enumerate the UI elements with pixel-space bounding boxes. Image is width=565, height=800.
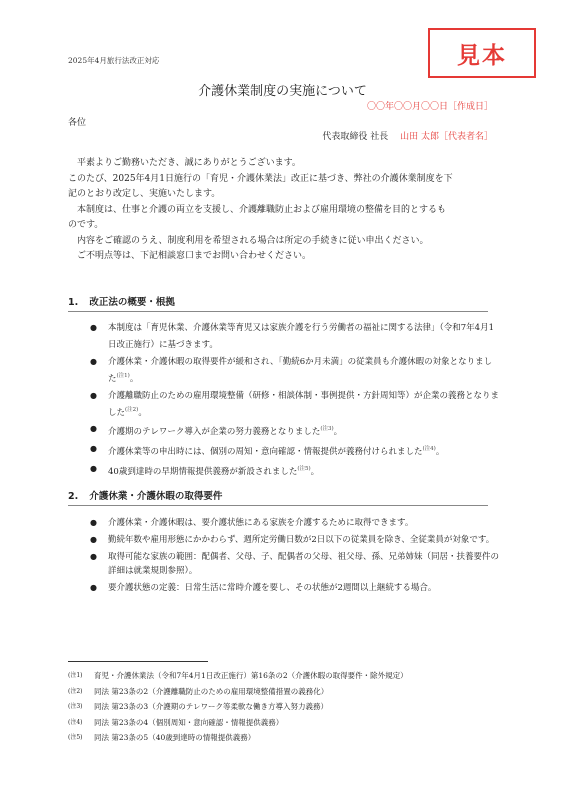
footnote-ref: (注5): [297, 466, 311, 473]
bullet-icon: ●: [90, 323, 97, 332]
section-2-number: 2.: [68, 491, 79, 502]
section-1-divider: [68, 311, 488, 312]
intro-line: のです。: [68, 220, 104, 230]
footnote-mark: (注1): [68, 672, 83, 679]
intro-line: 内容をご確認のうえ、制度利用を希望される場合は所定の手続きに従い申出ください。: [68, 235, 429, 246]
footnote-ref: (注4): [422, 446, 436, 453]
footnote-text: 同法 第23条の5（40歳到達時の情報提供義務）: [94, 733, 256, 742]
sample-stamp: 見本: [428, 28, 536, 78]
footnote-mark: (注2): [68, 687, 83, 695]
footnote-text: 同法 第23条の3（介護期のテレワーク等柔軟な働き方導入努力義務）: [94, 702, 329, 711]
sender-name: 山田 太郎［代表者名］: [400, 132, 493, 142]
list-item-text: 介護休業・介護休暇の取得要件が緩和され、「勤続6か月未満」の従業員も介護休暇の対象となりました: [108, 356, 493, 384]
section-2-title: 介護休業・介護休暇の取得要件: [89, 491, 223, 502]
section-2-divider: [68, 505, 488, 506]
list-item-text: 勤続年数や雇用形態にかかわらず、週所定労働日数が2日以下の従業員を除き、全従業員が対象です。: [108, 535, 495, 545]
list-item: [90, 533, 500, 547]
footnote-row: [68, 699, 508, 715]
intro-line: 平素よりご勤務いただき、誠にありがとうございます。: [68, 158, 301, 168]
footnote-divider: [68, 661, 208, 662]
footnote-row: [68, 730, 508, 746]
document-date: 〇〇年〇〇月〇〇日［作成日］: [366, 102, 493, 112]
document-title: 介護休業制度の実施について: [198, 84, 367, 99]
list-item: ● 介護離職防止のための雇用環境整備（研修・相談体制・事例提供・方針周知等）が企業の義務となりました$^{(注2)}$。: [90, 390, 500, 418]
list-item: ● 介護期のテレワーク導入が企業の努力義務となりました$^{(注3)}$。: [90, 424, 343, 438]
bullet-icon: ●: [90, 356, 97, 366]
footnote-mark: (注5): [68, 734, 83, 741]
footnotes: [68, 668, 508, 746]
list-item-text: 本制度は「育児休業、介護休業等育児又は家族介護を行う労働者の福祉に関する法律」（令和7年4月1日改正施行）に基づきます。: [108, 323, 494, 350]
intro-line: 本制度は、仕事と介護の両立を支援し、介護離職防止および雇用環境の整備を目的とするも: [68, 204, 447, 215]
footnote-ref: (注2): [125, 406, 139, 413]
intro-line: このたび、2025年4月1日施行の「育児・介護休業法」改正に基づき、弊社の介護休業制度を下: [68, 173, 453, 184]
bullet-icon: ●: [90, 424, 97, 434]
recipient: 各位: [68, 118, 87, 128]
list-item: ● 40歳到達時の早期情報提供義務が新設されました$^{(注5)}$。: [90, 464, 320, 477]
footnote-row: [68, 684, 508, 700]
list-item-text: 取得可能な家族の範囲：配偶者、父母、子、配偶者の父母、祖父母、孫、兄弟姉妹（同居・扶養要件の詳細は就業規則参照）。: [108, 552, 500, 576]
bullet-icon: ●: [90, 535, 97, 544]
list-item: ● 介護休業・介護休暇の取得要件が緩和され、「勤続6か月未満」の従業員も介護休暇の対象となりました$^{(注1)}$。: [90, 356, 493, 384]
intro-body: [68, 156, 498, 265]
section-2-heading: [68, 488, 222, 502]
bullet-icon: ●: [90, 390, 97, 400]
section-1-list: [90, 321, 500, 482]
top-note: 2025年4月旅行法改正対応: [68, 56, 160, 65]
list-item-text: 介護休業等の申出時には、個別の周知・意向確認・情報提供が義務付けられました: [108, 447, 423, 458]
footnote-text: 同法 第23条の4（個別周知・意向確認・情報提供義務）: [94, 717, 284, 727]
list-item: [90, 581, 500, 595]
footnote-mark: (注3): [68, 703, 83, 710]
section-1-heading: [68, 294, 175, 308]
sender: [322, 129, 493, 142]
bullet-icon: ●: [90, 518, 97, 527]
bullet-icon: ●: [90, 444, 97, 454]
bullet-icon: ●: [90, 464, 97, 474]
footnote-ref: (注3): [320, 426, 334, 433]
list-item-text: 介護離職防止のための雇用環境整備（研修・相談体制・事例提供・方針周知等）が企業の義務となりました: [108, 390, 500, 418]
bullet-icon: ●: [90, 583, 97, 592]
sender-role: 代表取締役 社長: [322, 132, 389, 142]
list-item-text: 介護休業・介護休暇は、要介護状態にある家族を介護するために取得できます。: [108, 518, 414, 528]
bullet-icon: ●: [90, 552, 97, 561]
intro-line: ご不明点等は、下記相談窓口までお問い合わせください。: [68, 251, 312, 261]
intro-line: 記のとおり改定し、実施いたします。: [68, 189, 221, 199]
list-item: [90, 516, 500, 530]
list-item: [90, 321, 500, 352]
list-item-text: 40歳到達時の早期情報提供義務が新設されました: [108, 466, 298, 477]
list-item: ● 介護休業等の申出時には、個別の周知・意向確認・情報提供が義務付けられました$^{(注4)}$。: [90, 444, 445, 458]
list-item-text: 介護期のテレワーク導入が企業の努力義務となりました: [108, 427, 321, 438]
footnote-mark: (注4): [68, 718, 83, 726]
footnote-row: [68, 668, 508, 684]
section-1-title: 改正法の概要・根拠: [89, 297, 175, 308]
footnote-text: 育児・介護休業法（令和7年4月1日改正施行）第16条の2（介護休暇の取得要件・除外規定）: [94, 671, 408, 680]
list-item: [90, 550, 500, 578]
section-1-number: 1.: [68, 297, 79, 308]
list-item-text: 要介護状態の定義：日常生活に常時介護を要し、その状態が2週間以上継続する場合。: [108, 583, 437, 593]
footnote-row: [68, 715, 508, 731]
footnote-text: 同法 第23条の2（介護離職防止のための雇用環境整備措置の義務化）: [94, 686, 329, 696]
section-2-list: [90, 516, 500, 598]
footnote-ref: (注1): [116, 372, 130, 379]
